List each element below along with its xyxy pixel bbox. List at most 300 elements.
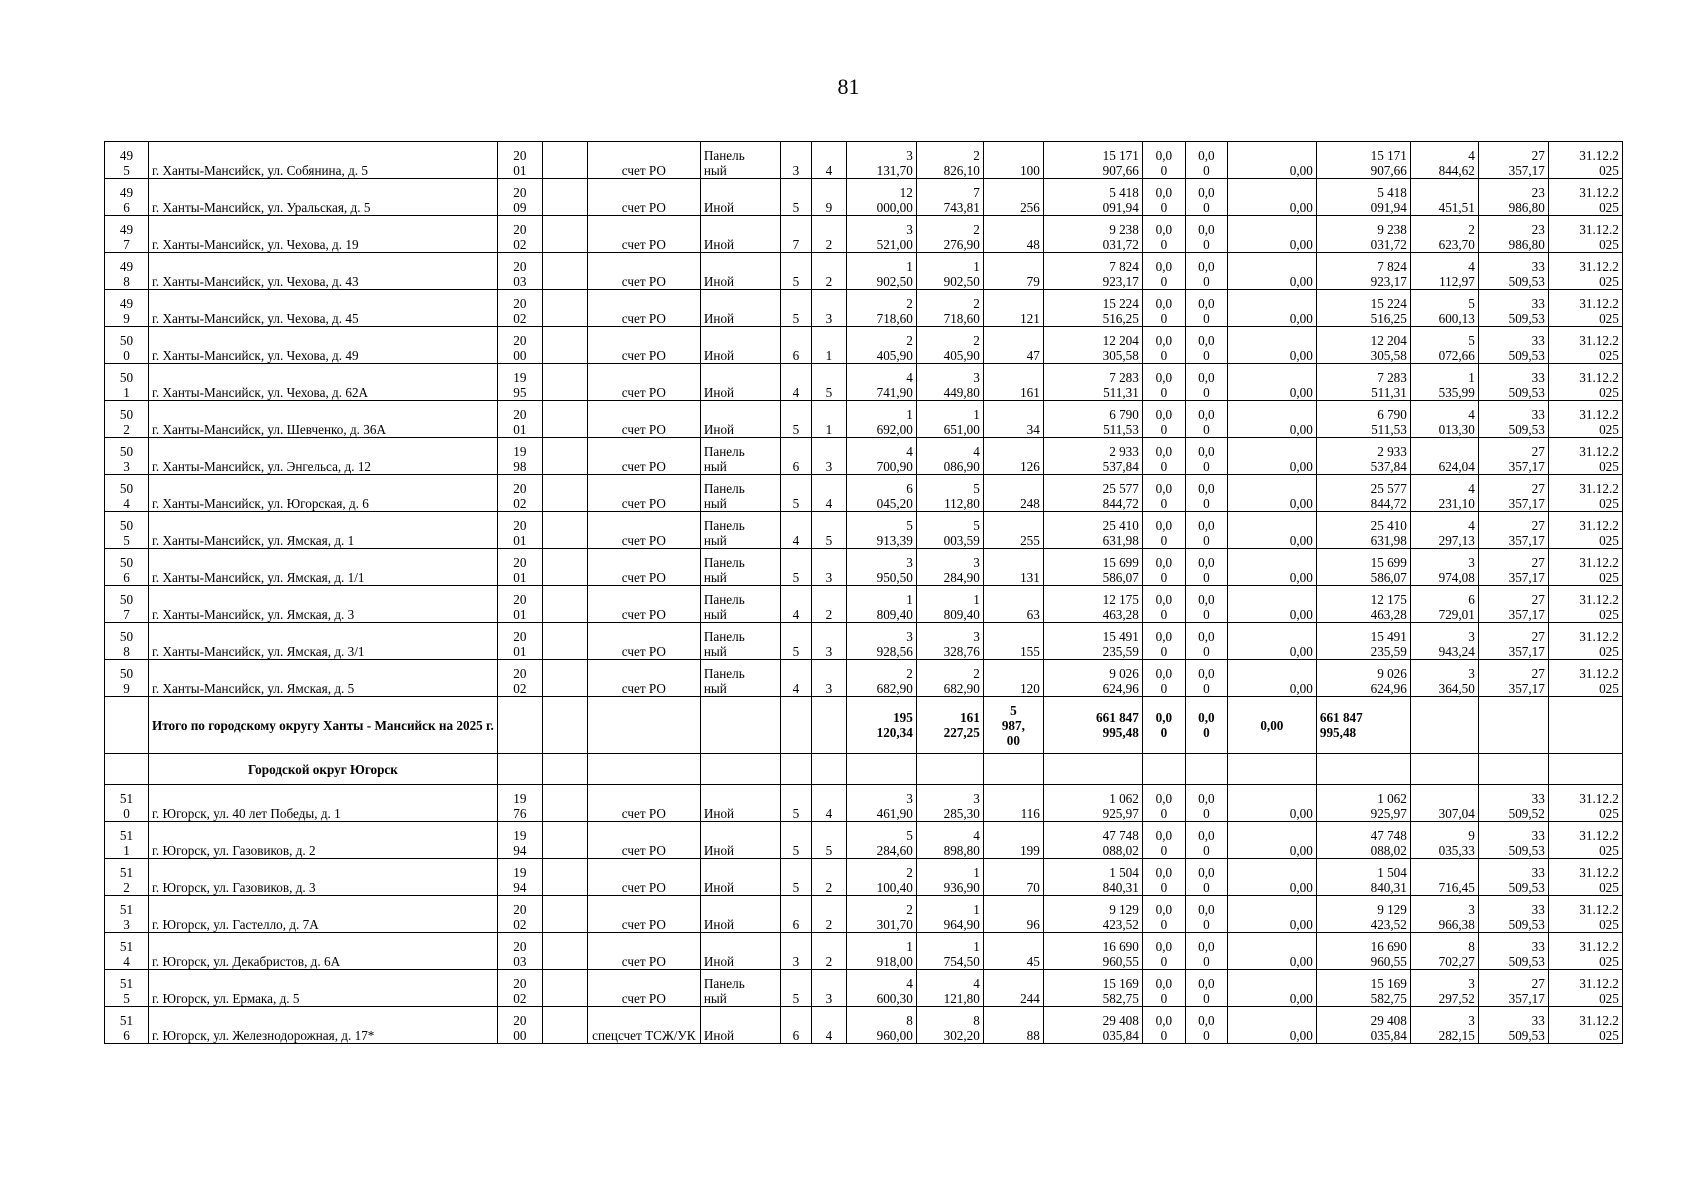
year-cell <box>497 401 542 438</box>
address-cell: г. Ханты-Мансийск, ул. Собянина, д. 5 <box>149 142 498 179</box>
year-cell <box>497 785 542 822</box>
max-cost-cell-line: 27 <box>1531 592 1545 607</box>
account-cell: счет РО <box>587 512 700 549</box>
cost-cell-line: 582,75 <box>1102 991 1139 1006</box>
living-area-cell <box>916 216 983 253</box>
unit-cost-cell-line: 013,30 <box>1438 422 1475 437</box>
fund-b-cell-line: 0 <box>1203 681 1210 696</box>
year-cell-line: 20 <box>513 333 527 348</box>
floors-cell: 5 <box>780 290 811 327</box>
owners-funds-cell-line: 7 283 <box>1377 370 1407 385</box>
entrances-cell: 9 <box>811 179 846 216</box>
floors-cell: 5 <box>780 970 811 1007</box>
empty-cell <box>916 754 983 785</box>
fund-c-cell: 0,00 <box>1227 512 1316 549</box>
address-cell: г. Ханты-Мансийск, ул. Энгельса, д. 12 <box>149 438 498 475</box>
fund-b-cell <box>1185 1007 1227 1044</box>
cost-cell-line: 15 699 <box>1102 555 1139 570</box>
total-area-cell-line: 521,00 <box>876 237 913 252</box>
year-cell-line: 02 <box>513 991 527 1006</box>
cost-cell <box>1043 660 1142 697</box>
fund-b-cell <box>1185 142 1227 179</box>
entrances-cell: 3 <box>811 660 846 697</box>
material-cell <box>700 586 780 623</box>
total-area-cell-line: 902,50 <box>876 274 913 289</box>
empty-cell <box>542 1007 587 1044</box>
cost-cell <box>1043 290 1142 327</box>
material-cell-line: Панель <box>703 976 745 991</box>
deadline-cell <box>1548 142 1622 179</box>
total-area-cell-line: 5 <box>906 828 913 843</box>
max-cost-cell-line: 33 <box>1531 791 1545 806</box>
row-number-line: 50 <box>119 370 134 385</box>
living-area-cell <box>916 660 983 697</box>
account-cell: счет РО <box>587 549 700 586</box>
entrances-cell: 3 <box>811 290 846 327</box>
unit-cost-cell <box>1410 623 1478 660</box>
living-area-cell-line: 902,50 <box>943 274 980 289</box>
floors-cell: 5 <box>780 253 811 290</box>
fund-b-cell <box>1185 401 1227 438</box>
unit-cost-cell-line: 451,51 <box>1438 200 1475 215</box>
total-area-cell-line: 000,00 <box>876 200 913 215</box>
address-cell: г. Югорск, ул. Железнодорожная, д. 17* <box>149 1007 498 1044</box>
deadline-cell <box>1548 933 1622 970</box>
owners-funds-cell-line: 15 224 <box>1370 296 1407 311</box>
living-area-cell-line: 2 <box>973 333 980 348</box>
fund-a-cell-line: 0,0 <box>1155 592 1173 607</box>
address-cell: г. Ханты-Мансийск, ул. Югорская, д. 6 <box>149 475 498 512</box>
cost-cell-line: 091,94 <box>1102 200 1139 215</box>
year-cell <box>497 549 542 586</box>
empty-cell <box>542 822 587 859</box>
total-row <box>105 697 1623 754</box>
year-cell-line: 02 <box>513 496 527 511</box>
material-cell <box>700 253 780 290</box>
fund-c-cell: 0,00 <box>1227 364 1316 401</box>
residents-cell: 244 <box>983 970 1043 1007</box>
year-cell-line: 20 <box>513 222 527 237</box>
total-area-cell-line: 3 <box>906 555 913 570</box>
living-area-cell-line: 4 <box>973 444 980 459</box>
empty-cell <box>542 364 587 401</box>
total-area-cell <box>846 660 916 697</box>
total-area-cell-line: 2 <box>906 296 913 311</box>
fund-a-cell-line: 0 <box>1160 459 1168 474</box>
residents-cell: 45 <box>983 933 1043 970</box>
owners-funds-cell-line: 925,97 <box>1370 806 1407 821</box>
year-cell-line: 01 <box>513 570 527 585</box>
year-cell-line: 19 <box>513 865 527 880</box>
material-cell-line: Панель <box>703 555 745 570</box>
unit-cost-cell <box>1410 216 1478 253</box>
total-area-cell <box>846 896 916 933</box>
deadline-cell-line: 31.12.2 <box>1579 939 1619 954</box>
table-row <box>105 933 1623 970</box>
unit-cost-cell <box>1410 327 1478 364</box>
total-area-cell-line: 4 <box>906 444 913 459</box>
empty-cell <box>700 697 780 754</box>
owners-funds-cell-line: 1 504 <box>1377 865 1407 880</box>
max-cost-cell-line: 357,17 <box>1508 496 1545 511</box>
empty-cell <box>542 785 587 822</box>
owners-funds-cell-line: 511,53 <box>1371 422 1407 437</box>
empty-cell <box>1410 754 1478 785</box>
table-row <box>105 327 1623 364</box>
owners-funds-cell-line: 12 175 <box>1370 592 1407 607</box>
material-cell <box>700 179 780 216</box>
deadline-cell-line: 31.12.2 <box>1579 555 1619 570</box>
floors-cell: 5 <box>780 549 811 586</box>
row-number-line: 50 <box>119 629 134 644</box>
owners-funds-cell-line: 516,25 <box>1370 311 1407 326</box>
material-cell-line: Иной <box>703 843 735 858</box>
owners-funds-sum-line: 995,48 <box>1319 725 1357 740</box>
fund-c-cell: 0,00 <box>1227 785 1316 822</box>
owners-funds-cell <box>1316 179 1410 216</box>
living-area-cell <box>916 549 983 586</box>
material-cell-line: Панель <box>703 518 745 533</box>
owners-funds-cell-line: 907,66 <box>1370 163 1407 178</box>
empty-cell <box>780 697 811 754</box>
row-number <box>105 623 149 660</box>
year-cell-line: 01 <box>513 163 527 178</box>
fund-b-cell-line: 0 <box>1203 459 1210 474</box>
owners-funds-cell <box>1316 660 1410 697</box>
empty-cell <box>1185 754 1227 785</box>
owners-funds-cell-line: 091,94 <box>1370 200 1407 215</box>
fund-c-cell: 0,00 <box>1227 933 1316 970</box>
account-cell: счет РО <box>587 933 700 970</box>
owners-funds-cell-line: 844,72 <box>1370 496 1407 511</box>
fund-a-cell-line: 0,0 <box>1155 148 1173 163</box>
fund-a-cell-line: 0 <box>1160 644 1168 659</box>
empty-cell <box>542 586 587 623</box>
living-area-cell <box>916 586 983 623</box>
cost-cell-line: 516,25 <box>1102 311 1139 326</box>
fund-a-cell-line: 0,0 <box>1155 333 1173 348</box>
deadline-cell-line: 025 <box>1599 348 1619 363</box>
fund-a-cell-line: 0 <box>1160 954 1168 969</box>
unit-cost-cell-line: 3 <box>1468 1013 1475 1028</box>
total-area-cell-line: 913,39 <box>876 533 913 548</box>
fund-b-cell-line: 0 <box>1203 533 1210 548</box>
year-cell-line: 20 <box>513 666 527 681</box>
living-area-cell-line: 003,59 <box>943 533 980 548</box>
living-area-cell <box>916 438 983 475</box>
material-cell-line: Иной <box>703 954 735 969</box>
year-cell-line: 20 <box>513 185 527 200</box>
empty-cell <box>587 697 700 754</box>
cost-cell-line: 1 062 <box>1109 791 1139 806</box>
address-cell: г. Ханты-Мансийск, ул. Ямская, д. 1/1 <box>149 549 498 586</box>
account-cell: счет РО <box>587 822 700 859</box>
owners-funds-cell <box>1316 896 1410 933</box>
fund-c-cell: 0,00 <box>1227 401 1316 438</box>
entrances-cell: 4 <box>811 142 846 179</box>
living-area-cell-line: 2 <box>973 666 980 681</box>
fund-b-cell-line: 0 <box>1203 274 1210 289</box>
cost-cell-line: 840,31 <box>1102 880 1139 895</box>
fund-a-cell-line: 0 <box>1160 991 1168 1006</box>
fund-a-cell-line: 0 <box>1160 348 1168 363</box>
deadline-cell-line: 025 <box>1599 991 1619 1006</box>
year-cell <box>497 475 542 512</box>
fund-c-cell: 0,00 <box>1227 822 1316 859</box>
fund-b-cell-line: 0,0 <box>1198 370 1215 385</box>
owners-funds-cell-line: 15 169 <box>1370 976 1407 991</box>
year-cell <box>497 253 542 290</box>
max-cost-cell-line: 33 <box>1531 902 1545 917</box>
fund-c-cell: 0,00 <box>1227 660 1316 697</box>
max-cost-cell-line: 509,53 <box>1508 422 1545 437</box>
residents-cell: 155 <box>983 623 1043 660</box>
max-cost-cell-line: 357,17 <box>1508 533 1545 548</box>
address-cell: г. Ханты-Мансийск, ул. Шевченко, д. 36А <box>149 401 498 438</box>
total-area-cell-line: 100,40 <box>876 880 913 895</box>
material-cell-line: Иной <box>703 880 735 895</box>
row-number <box>105 1007 149 1044</box>
total-area-cell <box>846 933 916 970</box>
cost-cell-line: 15 224 <box>1102 296 1139 311</box>
residents-cell: 161 <box>983 364 1043 401</box>
unit-cost-cell-line: 966,38 <box>1438 917 1475 932</box>
cost-cell <box>1043 401 1142 438</box>
floors-cell: 7 <box>780 216 811 253</box>
unit-cost-cell-line: 282,15 <box>1438 1028 1475 1043</box>
cost-cell-line: 29 408 <box>1102 1013 1139 1028</box>
fund-b-cell <box>1185 216 1227 253</box>
fund-c-cell: 0,00 <box>1227 1007 1316 1044</box>
unit-cost-cell <box>1410 933 1478 970</box>
table-row <box>105 586 1623 623</box>
living-area-cell-line: 936,90 <box>943 880 980 895</box>
account-cell: счет РО <box>587 290 700 327</box>
total-area-cell <box>846 970 916 1007</box>
deadline-cell-line: 025 <box>1599 163 1619 178</box>
fund-b-cell-line: 0 <box>1203 237 1210 252</box>
year-cell-line: 20 <box>513 939 527 954</box>
year-cell-line: 02 <box>513 237 527 252</box>
row-number-line: 4 <box>123 496 130 511</box>
living-area-cell-line: 405,90 <box>943 348 980 363</box>
fund-a-cell <box>1142 327 1185 364</box>
empty-cell <box>846 754 916 785</box>
residents-cell: 88 <box>983 1007 1043 1044</box>
unit-cost-cell-line: 3 <box>1468 902 1475 917</box>
cost-cell-line: 463,28 <box>1102 607 1139 622</box>
row-number-line: 5 <box>123 533 130 548</box>
unit-cost-cell-line: 035,33 <box>1438 843 1475 858</box>
empty-cell <box>542 896 587 933</box>
row-number <box>105 290 149 327</box>
max-cost-cell-line: 509,52 <box>1508 806 1545 821</box>
year-cell-line: 76 <box>513 806 527 821</box>
max-cost-cell-line: 27 <box>1531 629 1545 644</box>
year-cell <box>497 970 542 1007</box>
owners-funds-cell-line: 035,84 <box>1370 1028 1407 1043</box>
cost-cell-line: 586,07 <box>1102 570 1139 585</box>
living-area-sum-line: 227,25 <box>943 725 980 740</box>
deadline-cell-line: 025 <box>1599 570 1619 585</box>
unit-cost-cell-line: 9 <box>1468 828 1475 843</box>
owners-funds-cell <box>1316 364 1410 401</box>
empty-cell <box>542 179 587 216</box>
fund-b-cell-line: 0,0 <box>1198 222 1215 237</box>
deadline-cell-line: 025 <box>1599 496 1619 511</box>
living-area-cell-line: 651,00 <box>943 422 980 437</box>
fund-b-cell-line: 0,0 <box>1198 1013 1215 1028</box>
cost-cell <box>1043 896 1142 933</box>
residents-cell: 100 <box>983 142 1043 179</box>
cost-cell <box>1043 364 1142 401</box>
max-cost-cell-line: 33 <box>1531 828 1545 843</box>
deadline-cell-line: 025 <box>1599 806 1619 821</box>
empty-cell <box>542 549 587 586</box>
cost-cell-line: 15 169 <box>1102 976 1139 991</box>
deadline-cell-line: 31.12.2 <box>1579 902 1619 917</box>
empty-cell <box>542 142 587 179</box>
living-area-cell-line: 1 <box>973 865 980 880</box>
table-row <box>105 660 1623 697</box>
fund-b-cell <box>1185 364 1227 401</box>
total-area-sum-line: 195 <box>893 710 913 725</box>
fund-b-cell <box>1185 660 1227 697</box>
row-number-line: 51 <box>119 939 134 954</box>
deadline-cell <box>1548 475 1622 512</box>
fund-b-cell-line: 0 <box>1203 607 1210 622</box>
max-cost-cell-line: 27 <box>1531 148 1545 163</box>
cost-cell-line: 960,55 <box>1102 954 1139 969</box>
table-row <box>105 216 1623 253</box>
table-row <box>105 290 1623 327</box>
unit-cost-cell-line: 729,01 <box>1438 607 1475 622</box>
total-area-cell <box>846 327 916 364</box>
deadline-cell <box>1548 290 1622 327</box>
empty-cell <box>1142 754 1185 785</box>
fund-b-cell <box>1185 623 1227 660</box>
total-area-cell <box>846 179 916 216</box>
residents-cell: 48 <box>983 216 1043 253</box>
fund-b-cell-line: 0,0 <box>1198 555 1215 570</box>
row-number-line: 5 <box>123 163 130 178</box>
owners-funds-cell-line: 088,02 <box>1370 843 1407 858</box>
year-cell-line: 01 <box>513 607 527 622</box>
deadline-cell-line: 31.12.2 <box>1579 666 1619 681</box>
unit-cost-cell <box>1410 142 1478 179</box>
living-area-cell-line: 5 <box>973 518 980 533</box>
fund-a-cell-line: 0 <box>1160 274 1168 289</box>
deadline-cell-line: 025 <box>1599 880 1619 895</box>
fund-b-cell-line: 0 <box>1203 843 1210 858</box>
total-area-cell <box>846 623 916 660</box>
max-cost-cell-line: 33 <box>1531 939 1545 954</box>
max-cost-cell-line: 27 <box>1531 518 1545 533</box>
unit-cost-cell <box>1410 512 1478 549</box>
cost-sum-line: 661 847 <box>1096 710 1139 725</box>
deadline-cell <box>1548 859 1622 896</box>
residents-cell: 256 <box>983 179 1043 216</box>
row-number <box>105 822 149 859</box>
unit-cost-cell <box>1410 785 1478 822</box>
total-area-sum <box>846 697 916 754</box>
fund-c-cell: 0,00 <box>1227 549 1316 586</box>
owners-funds-cell-line: 12 204 <box>1370 333 1407 348</box>
total-area-cell-line: 284,60 <box>876 843 913 858</box>
max-cost-cell <box>1478 142 1548 179</box>
cost-cell-line: 15 491 <box>1102 629 1139 644</box>
account-cell: счет РО <box>587 660 700 697</box>
address-cell: г. Ханты-Мансийск, ул. Ямская, д. 1 <box>149 512 498 549</box>
deadline-cell-line: 31.12.2 <box>1579 976 1619 991</box>
account-cell: счет РО <box>587 785 700 822</box>
fund-a-cell-line: 0 <box>1160 607 1168 622</box>
row-number <box>105 253 149 290</box>
fund-a-cell <box>1142 1007 1185 1044</box>
cost-cell-line: 511,53 <box>1103 422 1139 437</box>
total-area-cell-line: 3 <box>906 629 913 644</box>
fund-b-cell-line: 0 <box>1203 348 1210 363</box>
row-number-line: 51 <box>119 865 134 880</box>
unit-cost-cell-line: 3 <box>1468 629 1475 644</box>
cost-cell <box>1043 933 1142 970</box>
owners-funds-cell-line: 031,72 <box>1370 237 1407 252</box>
residents-cell: 96 <box>983 896 1043 933</box>
total-area-cell-line: 741,90 <box>876 385 913 400</box>
row-number-line: 0 <box>123 806 130 821</box>
cost-cell-line: 9 129 <box>1109 902 1139 917</box>
year-cell-line: 20 <box>513 976 527 991</box>
fund-b-cell-line: 0 <box>1203 385 1210 400</box>
deadline-cell-line: 025 <box>1599 954 1619 969</box>
unit-cost-cell-line: 623,70 <box>1438 237 1475 252</box>
max-cost-cell-line: 33 <box>1531 407 1545 422</box>
deadline-cell-line: 025 <box>1599 681 1619 696</box>
fund-b-cell-line: 0,0 <box>1198 518 1215 533</box>
total-area-cell <box>846 549 916 586</box>
table-row <box>105 859 1623 896</box>
deadline-cell-line: 31.12.2 <box>1579 222 1619 237</box>
max-cost-cell-line: 27 <box>1531 976 1545 991</box>
residents-cell: 248 <box>983 475 1043 512</box>
row-number-line: 5 <box>123 991 130 1006</box>
living-area-cell <box>916 822 983 859</box>
unit-cost-cell <box>1410 896 1478 933</box>
fund-a-cell <box>1142 142 1185 179</box>
max-cost-cell-line: 33 <box>1531 333 1545 348</box>
living-area-cell-line: 8 <box>973 1013 980 1028</box>
fund-b-cell-line: 0,0 <box>1198 444 1215 459</box>
row-number <box>105 586 149 623</box>
owners-funds-cell-line: 235,59 <box>1370 644 1407 659</box>
year-cell-line: 20 <box>513 518 527 533</box>
fund-b-cell-line: 0 <box>1203 644 1210 659</box>
fund-c-cell: 0,00 <box>1227 623 1316 660</box>
owners-funds-cell-line: 6 790 <box>1377 407 1407 422</box>
address-cell: г. Югорск, ул. Газовиков, д. 2 <box>149 822 498 859</box>
max-cost-cell <box>1478 179 1548 216</box>
unit-cost-cell-line: 702,27 <box>1438 954 1475 969</box>
owners-funds-cell <box>1316 586 1410 623</box>
row-number <box>105 142 149 179</box>
unit-cost-cell <box>1410 253 1478 290</box>
cost-cell <box>1043 1007 1142 1044</box>
total-block <box>105 697 1623 754</box>
owners-funds-cell-line: 511,31 <box>1371 385 1407 400</box>
unit-cost-cell-line: 4 <box>1468 518 1475 533</box>
total-area-cell <box>846 586 916 623</box>
owners-funds-cell-line: 960,55 <box>1370 954 1407 969</box>
